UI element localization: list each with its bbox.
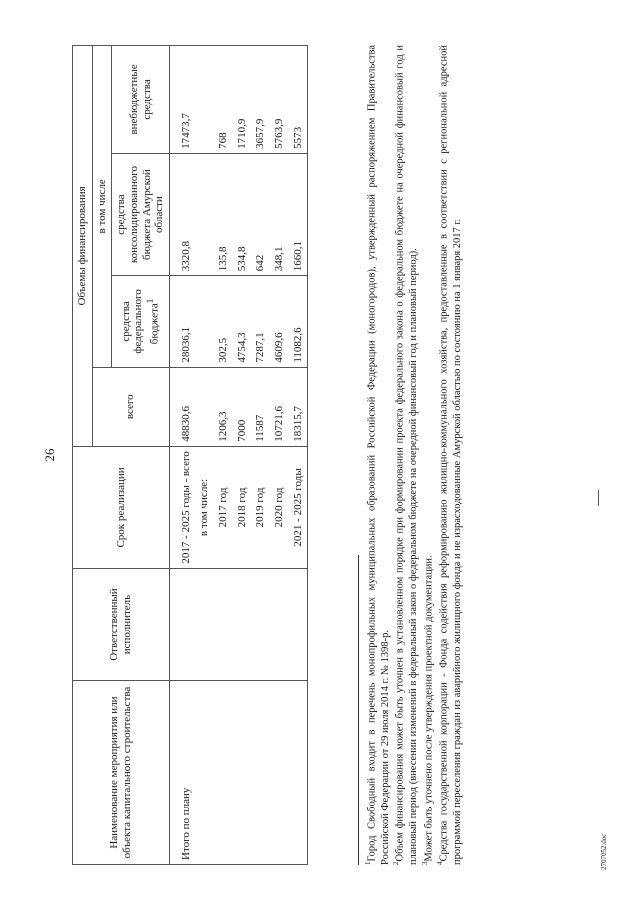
page-number: 26 (42, 448, 57, 462)
row-period: 2018 год (233, 446, 252, 568)
row-total: 10721,6 (270, 367, 289, 446)
header-total: всего (92, 367, 169, 446)
header-funding-group: Объемы финансирования (73, 46, 93, 447)
row-federal: 11082,6 (289, 276, 308, 367)
funding-table (72, 45, 308, 865)
rotated-content (72, 45, 542, 865)
row-regional: 1660,1 (289, 153, 308, 275)
row-regional: 348,1 (270, 153, 289, 275)
row-executor (233, 569, 252, 681)
row-executor (169, 569, 195, 681)
footnote-text: Средства государственной корпорации - Фонда содействия реформированию жилищно-коммунального хозяйства, предоставленные в соответствии с региональной адресной программой переселения граждан из аварийного жилищного фонда и не израсходованные Амурской областью по состоянию на 1 января 2017 г. (438, 45, 463, 865)
header-period: Срок реализации (73, 446, 170, 568)
row-regional: 642 (251, 153, 270, 275)
row-period: 2021 - 2025 годы (289, 446, 308, 568)
header-federal-footnote-mark: 1 (145, 298, 156, 304)
row-federal: 7287,1 (251, 276, 270, 367)
row-total: 7000 (233, 367, 252, 446)
row-extra: 1710,9 (233, 46, 252, 154)
row-federal: 4609,6 (270, 276, 289, 367)
table-row (270, 46, 289, 865)
row-federal: 28036,1 (169, 276, 195, 367)
row-name (289, 681, 308, 865)
row-period: 2017 год (214, 446, 233, 568)
row-executor (289, 569, 308, 681)
header-name: Наименование мероприятия или объекта капитального строительства (73, 681, 170, 865)
footnote-mark: 3 (420, 861, 429, 865)
row-regional: 3320,8 (169, 153, 195, 275)
row-total (195, 367, 214, 446)
row-federal: 4754,3 (233, 276, 252, 367)
header-regional: средства консолидированного бюджета Амурской области (112, 153, 170, 275)
table-row (289, 46, 308, 865)
row-name (195, 681, 214, 865)
row-total: 18315,7 (289, 367, 308, 446)
row-name (214, 681, 233, 865)
row-extra: 3657,9 (251, 46, 270, 154)
header-federal-label: средства федерального бюджета (119, 289, 161, 354)
row-regional: 135,8 (214, 153, 233, 275)
header-executor: Ответственный исполнитель (73, 569, 170, 681)
table-row (169, 46, 195, 865)
row-executor (251, 569, 270, 681)
footnote-separator (358, 555, 359, 865)
table-row (214, 46, 233, 865)
row-total: 11587 (251, 367, 270, 446)
table-row (195, 46, 214, 865)
row-extra (195, 46, 214, 154)
row-period: 2017 - 2025 годы - всего (169, 446, 195, 568)
row-regional: 534,8 (233, 153, 252, 275)
footnote-mark: 4 (435, 861, 444, 865)
footnote-item (421, 45, 436, 865)
row-regional (195, 153, 214, 275)
row-name (233, 681, 252, 865)
page-mark (598, 490, 599, 506)
row-name (251, 681, 270, 865)
footnote-text: Объем финансирования может быть уточнен в установленном порядке при формировании проекта федерального закона о федеральном бюджете на очередной финансовый год и плановый период (внесении изменений в федеральный закон о федеральном бюджете на очередной финансовый год и плановый период). (394, 45, 420, 865)
row-extra: 768 (214, 46, 233, 154)
header-including: в том числе (92, 46, 112, 368)
footnote-item (364, 45, 392, 865)
row-period: в том числе: (195, 446, 214, 568)
row-extra: 5573 (289, 46, 308, 154)
table-row (251, 46, 270, 865)
footnote-text: Может быть уточнено после утверждения проектной документации. (423, 555, 435, 862)
row-total: 48830,6 (169, 367, 195, 446)
footnote-mark: 2 (392, 861, 401, 865)
row-period: 2019 год (251, 446, 270, 568)
header-extra: внебюджетные средства (112, 46, 170, 154)
footnote-text: Город Свободный входит в перечень монопрофильных муниципальных образований Российской Федерации (моногородов), утвержденный распоряжением Правительства Российской Федерации от 29 июля 2014 г. № 1398-р. (366, 45, 391, 865)
row-total: 1206,3 (214, 367, 233, 446)
row-federal: 302,5 (214, 276, 233, 367)
row-extra: 17473,7 (169, 46, 195, 154)
row-name (270, 681, 289, 865)
row-extra: 5763,9 (270, 46, 289, 154)
row-executor (270, 569, 289, 681)
document-id: 2707052.doc (600, 833, 608, 870)
row-federal (195, 276, 214, 367)
table-row (233, 46, 252, 865)
row-period: 2020 год (270, 446, 289, 568)
row-executor (214, 569, 233, 681)
header-federal (112, 276, 170, 367)
footnote-mark: 1 (364, 861, 372, 865)
row-name: Итого по плану (169, 681, 195, 865)
row-executor (195, 569, 214, 681)
footnotes (364, 45, 464, 865)
footnote-item (392, 45, 420, 865)
footnote-item (436, 45, 464, 865)
